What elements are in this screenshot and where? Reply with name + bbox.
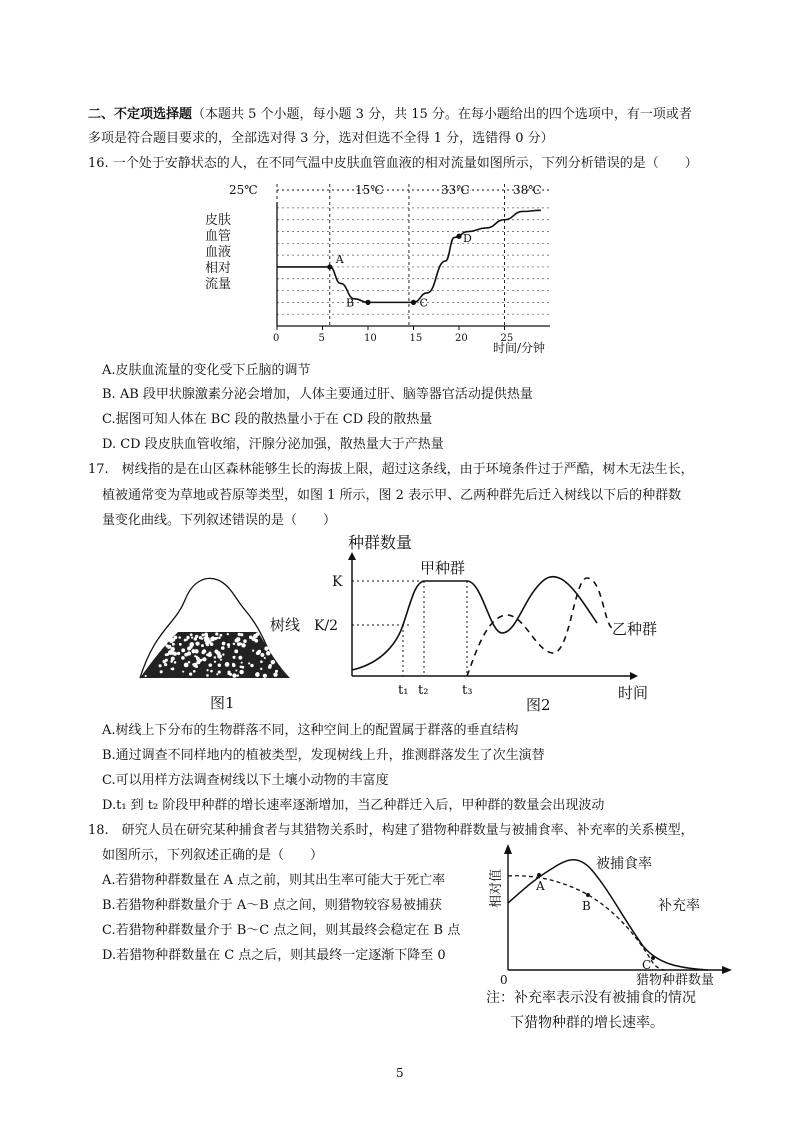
point-d [456,234,461,239]
x-tick-label: 5 [318,333,325,344]
supplement-label: 补充率 [658,898,700,914]
series-jia-line [352,577,597,670]
q18-note: 注：补充率表示没有被捕食的情况 [486,990,696,1006]
fig2-ylabel: 种群数量 [348,533,413,552]
section-instructions: （本题共 5 个小题，每小题 3 分，共 15 分。在每小题给出的四个选项中，有一项或者 [192,107,692,122]
point-b [365,300,370,305]
chart-grid [277,208,550,314]
series-yi-line [467,578,612,676]
x-axis-label: 时间/分钟 [493,341,546,355]
q18-option-c: C.若猎物种群数量介于 B～C 点之间，则其最终会稳定在 B 点 [102,923,461,938]
ylabel-line-1: 皮肤 [205,213,232,228]
point-c: C [642,958,652,972]
section-header [88,107,692,123]
fig2-xlabel: 时间 [618,684,649,702]
point-label-b: B [346,296,355,310]
supplement-rate-line [508,876,666,970]
q17-stem: 17. 树线指的是在山区森林能够生长的海拔上限，超过这条线，由于环境条件过于严酷，树木无法生长， [88,462,694,477]
point-b: B [582,899,591,913]
q17-figure-2 [312,528,682,718]
q16-option-d: D. CD 段皮肤血管收缩，汗腺分泌加强，散热量大于产热量 [102,437,444,452]
temperature-bands [277,184,505,326]
k2-label: K/2 [314,618,339,634]
x-tick-label: 20 [455,333,468,344]
q18-option-b: B.若猎物种群数量介于 A～B 点之间，则猎物较容易被捕获 [102,898,442,913]
q18-ylabel: 相对值 [489,868,504,908]
temp-label-25: 25℃ [229,183,258,197]
temp-label-33: 33℃ [441,183,470,197]
q18-stem-2: 如图所示，下列叙述正确的是（ ） [102,848,324,863]
q16-stem: 16. 一个处于安静状态的人，在不同气温中皮肤血管血液的相对流量如图所示，下列分析错误的是（ ） [88,156,698,171]
section-title: 二、不定项选择题 [88,107,193,122]
q16-option-c: C.据图可知人体在 BC 段的散热量小于在 CD 段的散热量 [102,412,433,427]
x-tick-label: 15 [409,333,423,344]
t3-label: t₃ [462,683,473,698]
page-number: 5 [396,1066,404,1080]
q17-stem-3: 量变化曲线。下列叙述错误的是（ ） [102,513,337,528]
point-c [411,300,416,305]
x-tick-label: 0 [273,333,280,344]
x-tick-label: 10 [364,333,377,344]
q17-option-b: B.通过调查不同样地内的植被类型，发现树线上升，推测群落发生了次生演替 [102,748,545,763]
temp-label-38: 38℃ [513,183,542,197]
q18-note-2: 下猎物种群的增长速率。 [510,1015,664,1031]
q18-origin: 0 [500,973,508,986]
q17-figure-1 [130,570,310,715]
q16-option-a: A.皮肤血流量的变化受下丘脑的调节 [102,363,311,378]
point-a [327,264,332,269]
fig2-caption: 图2 [526,696,551,714]
ylabel-line-5: 流量 [205,277,232,292]
point-label-d: D [463,232,472,246]
predation-label: 被捕食率 [596,856,652,872]
q17-stem-2: 植被通常变为草地或苔原等类型，如图 1 所示，图 2 表示甲、乙两种群先后迁入树线以下后的种群数 [102,488,682,503]
k-label: K [332,574,343,590]
section-instructions-cont: 多项是符合题目要求的，全部选对得 3 分，选对但选不全得 1 分，选错得 0 分） [88,131,554,146]
ylabel-line-3: 血液 [205,245,232,260]
treeline-label: 树线 [270,616,301,634]
q18-xlabel: 猎物种群数量 [636,973,715,986]
series-yi-label: 乙种群 [612,620,658,638]
point-label-a: A [335,252,344,266]
point-label-c: C [419,296,428,310]
temp-label-15: 15℃ [355,183,384,197]
t1-label: t₁ [398,683,409,698]
q18-option-d: D.若猎物种群数量在 C 点之后，则其最终一定逐渐下降至 0 [102,948,446,963]
q16-chart [205,174,565,359]
x-tick-label: 25 [500,333,514,344]
t2-label: t₂ [418,683,429,698]
point-a: A [536,879,545,893]
q17-option-c: C.可以用样方法调查树线以下土壤小动物的丰富度 [102,773,389,788]
q18-figure [478,838,738,986]
q16-option-b: B. AB 段甲状腺激素分泌会增加，人体主要通过肝、脑等器官活动提供热量 [102,387,533,402]
ylabel-line-4: 相对 [205,261,232,276]
q18-stem: 18. 研究人员在研究某种捕食者与其猎物关系时，构建了猎物种群数量与被捕食率、补充率的关系模型， [88,823,694,838]
annotation-points [327,232,472,309]
q18-option-a: A.若猎物种群数量在 A 点之前，则其出生率可能大于死亡率 [102,873,446,888]
q17-option-d: D.t₁ 到 t₂ 阶段甲种群的增长速率逐渐增加，当乙种群迁入后，甲种群的数量会出现波动 [102,798,605,813]
q17-option-a: A.树线上下分布的生物群落不同，这种空间上的配置属于群落的垂直结构 [102,723,519,738]
fig1-caption: 图1 [210,694,235,712]
ylabel-line-2: 血管 [205,229,232,244]
x-ticks [273,326,513,344]
series-jia-label: 甲种群 [420,559,466,577]
